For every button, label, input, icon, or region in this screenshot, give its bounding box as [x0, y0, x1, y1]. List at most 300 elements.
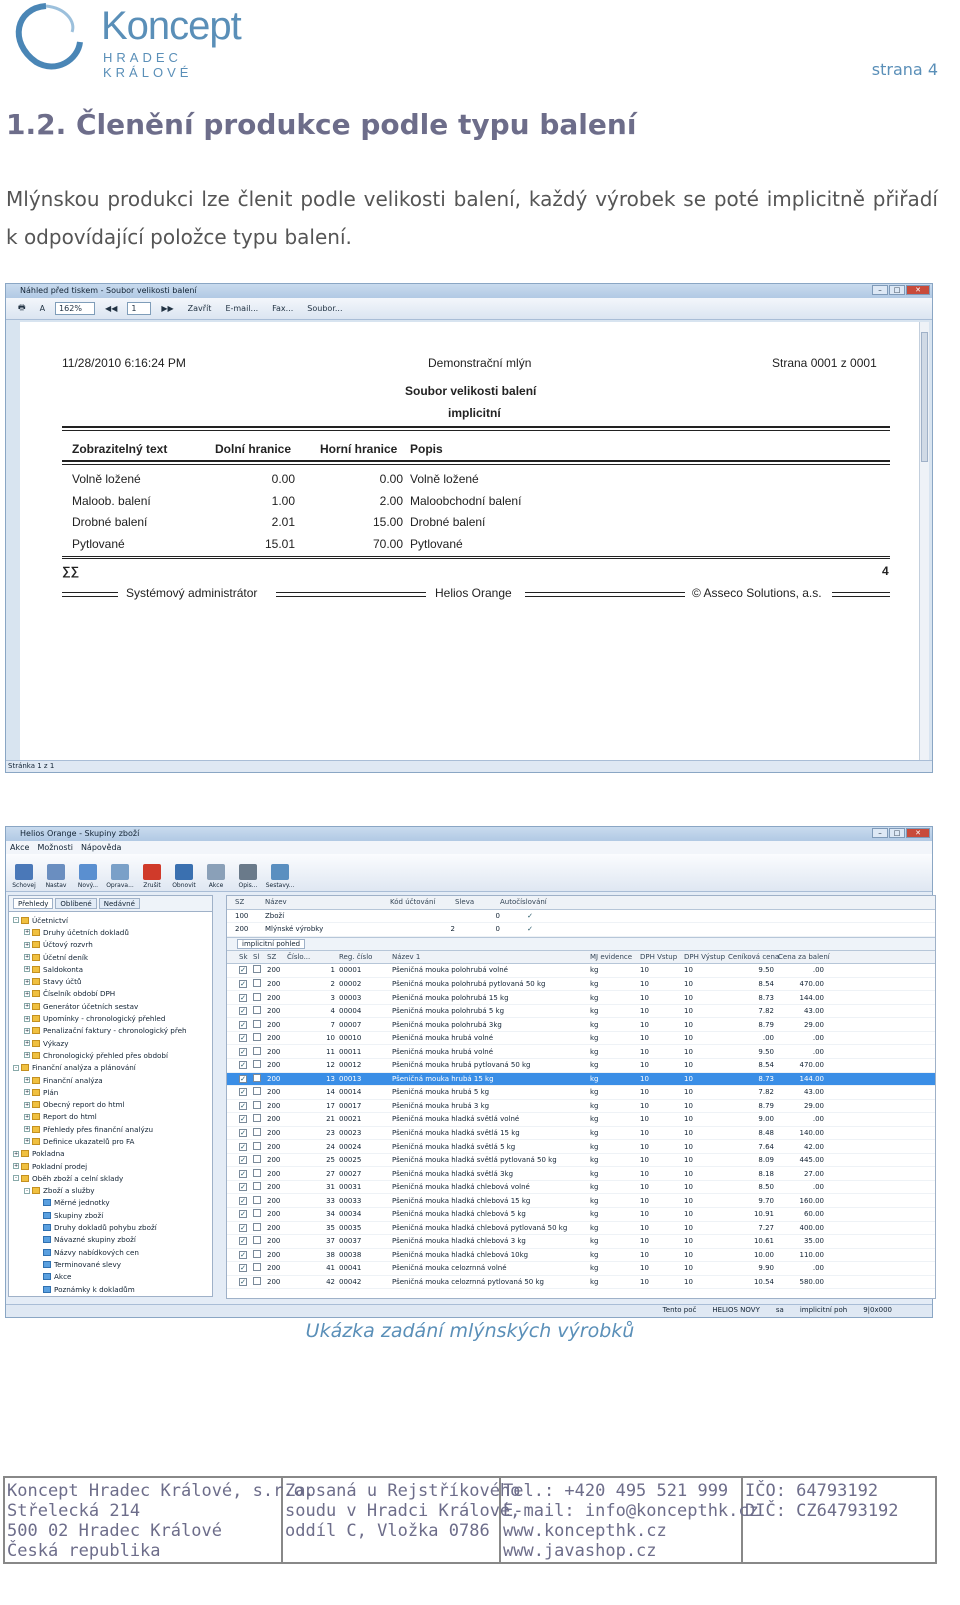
- checkbox[interactable]: [253, 1223, 261, 1231]
- checkbox[interactable]: ✓: [240, 1142, 246, 1151]
- table-row[interactable]: [227, 1127, 935, 1141]
- table-cell: 25: [326, 1156, 335, 1165]
- table-row[interactable]: [227, 1208, 935, 1222]
- table-cell: 400.00: [799, 1223, 824, 1232]
- checkbox[interactable]: ✓: [240, 1183, 246, 1192]
- preview-status: Stránka 1 z 1: [6, 760, 932, 772]
- table-cell: 200: [267, 980, 281, 988]
- column-header[interactable]: Kód účtování: [390, 898, 436, 907]
- checkbox[interactable]: ✓: [240, 1074, 246, 1083]
- col-header: Popis: [410, 442, 443, 456]
- expand-icon[interactable]: +: [25, 1138, 30, 1145]
- table-cell: 8.48: [758, 1129, 774, 1138]
- tree-node[interactable]: [13, 975, 212, 987]
- table-cell: 10: [684, 1196, 693, 1205]
- table-row[interactable]: [227, 1045, 935, 1059]
- table-cell: 200: [267, 1142, 281, 1151]
- checkbox-cell: [253, 1236, 267, 1246]
- table-row[interactable]: [227, 964, 935, 978]
- report-cell: 15.01: [264, 536, 295, 551]
- checkbox[interactable]: ✓: [240, 1047, 246, 1056]
- toolbar-icon: [239, 864, 257, 880]
- table-cell: Pšeničná mouka hladká chlebová 10kg: [392, 1250, 529, 1259]
- table-cell: .00: [812, 1047, 824, 1056]
- table-cell: 21: [326, 1115, 335, 1124]
- checkbox-cell: [253, 1033, 267, 1043]
- table-cell: 144.00: [799, 1074, 824, 1083]
- tree-node[interactable]: [13, 1000, 212, 1012]
- first-page-icon[interactable]: ◀◀: [105, 304, 118, 313]
- toolbar-label: Obnovit: [172, 882, 196, 889]
- tree-node[interactable]: [13, 1111, 212, 1123]
- expand-icon[interactable]: +: [25, 941, 30, 948]
- folder-icon: [43, 1236, 51, 1243]
- tree-node[interactable]: [13, 1098, 212, 1110]
- tree-node[interactable]: [13, 939, 212, 951]
- checkbox-cell: [239, 1224, 253, 1232]
- table-cell: Pšeničná mouka polohrubá pytlovaná 50 kg: [392, 980, 546, 988]
- expand-icon[interactable]: -: [13, 1175, 19, 1181]
- minimize-button[interactable]: –: [872, 828, 888, 838]
- checkbox[interactable]: [253, 1033, 261, 1041]
- expand-icon[interactable]: +: [25, 1040, 30, 1047]
- table-cell: 31: [326, 1183, 335, 1192]
- column-header[interactable]: Ceníková cena: [728, 952, 780, 961]
- preview-scrollbar[interactable]: [919, 322, 929, 762]
- page-footer: [3, 1476, 937, 1564]
- zoom-field[interactable]: 162%: [55, 302, 95, 315]
- close-button[interactable]: ✕: [906, 828, 930, 838]
- table-row[interactable]: [227, 1249, 935, 1263]
- toolbar-button[interactable]: [74, 857, 102, 889]
- checkbox[interactable]: [253, 1101, 261, 1109]
- expand-icon[interactable]: +: [25, 1027, 30, 1034]
- tree-node-label: Chronologický přehled přes období: [43, 1050, 168, 1060]
- close-button[interactable]: ✕: [906, 285, 930, 295]
- toolbar-icon: [79, 864, 97, 880]
- tree-node[interactable]: [13, 1197, 212, 1209]
- table-cell: 470.00: [799, 980, 824, 988]
- table-row[interactable]: [227, 1194, 935, 1208]
- tree-node[interactable]: [13, 926, 212, 938]
- tree-node[interactable]: [13, 1074, 212, 1086]
- tree-node[interactable]: [13, 1283, 212, 1295]
- checkbox[interactable]: ✓: [240, 1169, 246, 1178]
- checkbox[interactable]: [253, 993, 261, 1001]
- tree-node[interactable]: [13, 914, 212, 926]
- checkbox[interactable]: [253, 1277, 261, 1285]
- table-cell: 00042: [339, 1278, 362, 1287]
- table-cell: kg: [590, 980, 599, 988]
- table-row[interactable]: [227, 1140, 935, 1154]
- tree-node[interactable]: [13, 1246, 212, 1258]
- column-header[interactable]: Sleva: [455, 898, 475, 907]
- preview-toolbar: [6, 298, 932, 320]
- toolbar-button[interactable]: [106, 857, 134, 889]
- expand-icon[interactable]: +: [25, 1113, 30, 1120]
- checkbox[interactable]: ✓: [240, 1129, 246, 1138]
- tree-node[interactable]: [13, 988, 212, 1000]
- expand-icon[interactable]: -: [13, 917, 19, 923]
- table-cell: 2: [450, 925, 455, 934]
- toolbar-button[interactable]: [138, 857, 166, 889]
- column-header[interactable]: MJ evidence: [590, 952, 633, 961]
- table-cell: Pšeničná mouka hladká chlebová 5 kg: [392, 1210, 526, 1219]
- table-cell: 200: [267, 1034, 281, 1043]
- expand-icon[interactable]: +: [25, 1077, 30, 1083]
- table-row[interactable]: [227, 923, 935, 937]
- checkbox[interactable]: [253, 1087, 261, 1095]
- table-cell: 10: [640, 1264, 649, 1273]
- table-cell: 00027: [339, 1169, 362, 1178]
- navigation-tree: [8, 895, 213, 1297]
- tree-node[interactable]: [13, 1172, 212, 1184]
- find-icon[interactable]: A: [39, 304, 46, 313]
- tab-recent[interactable]: Nedávné: [99, 898, 140, 909]
- checkbox[interactable]: ✓: [240, 1250, 246, 1259]
- table-cell: kg: [590, 1169, 599, 1178]
- tree-node[interactable]: [13, 1271, 212, 1283]
- toolbar-button[interactable]: [266, 857, 294, 889]
- tree-node[interactable]: [13, 1025, 212, 1037]
- checkbox[interactable]: ✓: [240, 1034, 246, 1043]
- tree-node[interactable]: [13, 1086, 212, 1098]
- footer-line: Zapsaná u Rejstříkového: [285, 1481, 521, 1501]
- table-cell: kg: [590, 1264, 599, 1273]
- table-cell: 10: [684, 1047, 693, 1056]
- expand-icon[interactable]: +: [25, 1003, 30, 1010]
- checkbox[interactable]: ✓: [240, 1115, 246, 1124]
- expand-icon[interactable]: +: [25, 1052, 30, 1059]
- table-row[interactable]: [227, 1276, 935, 1290]
- footer-rule: [62, 592, 118, 597]
- table-row[interactable]: [227, 1005, 935, 1019]
- table-row[interactable]: [227, 1167, 935, 1181]
- column-header[interactable]: Číslo...: [287, 952, 311, 961]
- tree-node-label: Stavy účtů: [43, 977, 82, 987]
- checkbox-cell: [239, 1061, 253, 1069]
- toolbar-button[interactable]: [42, 857, 70, 889]
- column-header[interactable]: Autočíslování: [500, 898, 547, 907]
- file-button[interactable]: Soubor...: [307, 304, 343, 313]
- expand-icon[interactable]: +: [25, 1089, 30, 1096]
- table-row[interactable]: [227, 1262, 935, 1276]
- checkbox[interactable]: ✓: [240, 1237, 246, 1246]
- column-header[interactable]: SZ: [267, 952, 277, 961]
- maximize-button[interactable]: □: [889, 285, 905, 295]
- table-cell: 17: [326, 1101, 335, 1110]
- maximize-button[interactable]: □: [889, 828, 905, 838]
- table-row[interactable]: [227, 1018, 935, 1032]
- table-cell: Pšeničná mouka polohrubá 5 kg: [392, 1007, 505, 1016]
- table-cell: 200: [235, 925, 249, 934]
- checkbox[interactable]: [253, 1155, 261, 1163]
- table-cell: 8.79: [758, 1101, 774, 1110]
- table-row[interactable]: [227, 1032, 935, 1046]
- table-cell: 10: [640, 1278, 649, 1287]
- tree-node-label: Zboží a služby: [43, 1186, 95, 1196]
- menu-item[interactable]: Nápověda: [80, 843, 122, 852]
- table-row[interactable]: [227, 1154, 935, 1168]
- tree-node-label: Číselník období DPH: [43, 989, 116, 999]
- tree-node[interactable]: [13, 963, 212, 975]
- toolbar-label: Opis...: [238, 882, 258, 889]
- report-vendor: © Asseco Solutions, a.s.: [692, 586, 822, 600]
- toolbar-button[interactable]: [234, 857, 262, 889]
- table-cell: Pšeničná mouka hladká chlebová 15 kg: [392, 1196, 531, 1205]
- tab-overview[interactable]: Přehledy: [13, 898, 53, 909]
- table-cell: 33: [326, 1196, 335, 1205]
- table-cell: 60.00: [803, 1210, 824, 1219]
- tree-node[interactable]: [13, 1185, 212, 1197]
- table-cell: 10.54: [753, 1278, 774, 1287]
- tree-node[interactable]: [13, 1062, 212, 1074]
- table-row[interactable]: [227, 991, 935, 1005]
- table-cell: 8.50: [758, 1183, 774, 1192]
- checkbox-cell: [253, 1128, 267, 1138]
- app-title: Helios Orange - Skupiny zboží: [20, 829, 140, 838]
- toolbar-label: Sestavy...: [265, 882, 295, 889]
- table-cell: 1: [330, 966, 335, 975]
- table-cell: Pšeničná mouka celozrnná pytlovaná 50 kg: [392, 1278, 544, 1287]
- tree-node[interactable]: [13, 1258, 212, 1270]
- checkbox-cell: [253, 1182, 267, 1192]
- report-page-label: Strana 0001 z 0001: [772, 356, 877, 370]
- table-cell: 10: [684, 1115, 693, 1124]
- table-cell: 00037: [339, 1237, 362, 1246]
- checkbox[interactable]: ✓: [240, 1278, 246, 1287]
- tree-node[interactable]: [13, 1148, 212, 1160]
- column-header[interactable]: Sk: [239, 952, 248, 961]
- table-cell: 10.91: [753, 1210, 774, 1219]
- checkbox[interactable]: [253, 1074, 261, 1082]
- checkbox[interactable]: ✓: [240, 1156, 246, 1165]
- fax-button[interactable]: Fax...: [272, 304, 294, 313]
- expand-icon[interactable]: +: [25, 1126, 30, 1133]
- table-row[interactable]: [227, 1100, 935, 1114]
- toolbar-label: Zrušit: [143, 882, 161, 889]
- checkbox[interactable]: [253, 1060, 261, 1068]
- table-cell: Pšeničná mouka hladká chlebová volné: [392, 1183, 530, 1192]
- checkbox[interactable]: [253, 1020, 261, 1028]
- checkbox-cell: [239, 1034, 253, 1042]
- table-cell: 38: [326, 1250, 335, 1259]
- table-cell: kg: [590, 1142, 599, 1151]
- folder-icon: [32, 1040, 40, 1047]
- tree-node[interactable]: [13, 1234, 212, 1246]
- column-header[interactable]: Cena za balení: [778, 952, 830, 961]
- report-cell: 1.00: [271, 493, 295, 508]
- checkbox[interactable]: [253, 1182, 261, 1190]
- top-grid-header: [227, 896, 935, 910]
- expand-icon[interactable]: +: [25, 1101, 30, 1108]
- checkbox[interactable]: ✓: [240, 1020, 246, 1029]
- page-field[interactable]: 1: [127, 302, 151, 315]
- tree-node[interactable]: [13, 1135, 212, 1147]
- checkbox[interactable]: [253, 1006, 261, 1014]
- checkbox-cell: [239, 994, 253, 1002]
- expand-icon[interactable]: +: [25, 1015, 30, 1022]
- folder-icon: [43, 1249, 51, 1256]
- table-cell: Pšeničná mouka hrubá 3 kg: [392, 1101, 490, 1110]
- checkbox[interactable]: ✓: [240, 966, 246, 975]
- column-header[interactable]: Název: [265, 898, 287, 907]
- toolbar-button[interactable]: [170, 857, 198, 889]
- column-header[interactable]: Sl: [253, 952, 260, 961]
- checkbox[interactable]: [253, 1114, 261, 1122]
- table-cell: Pšeničná mouka hladká chlebová 3 kg: [392, 1237, 526, 1246]
- toolbar-label: Nastav: [45, 882, 67, 889]
- checkbox[interactable]: [253, 1236, 261, 1244]
- email-button[interactable]: E-mail...: [225, 304, 259, 313]
- checkbox[interactable]: [253, 1128, 261, 1136]
- checkbox[interactable]: [253, 1142, 261, 1150]
- table-cell: kg: [590, 1250, 599, 1259]
- footer-line: oddíl C, Vložka 0786: [285, 1521, 490, 1541]
- checkbox[interactable]: [253, 979, 261, 987]
- table-cell: 7.64: [758, 1142, 774, 1151]
- tree-node[interactable]: [13, 1221, 212, 1233]
- checkbox-cell: [239, 1156, 253, 1164]
- print-icon[interactable]: 🖶: [18, 302, 26, 312]
- folder-icon: [32, 966, 40, 973]
- table-cell: 00023: [339, 1129, 362, 1138]
- tree-node[interactable]: [13, 1160, 212, 1172]
- folder-icon: [43, 1212, 51, 1219]
- expand-icon[interactable]: +: [25, 966, 30, 973]
- table-row[interactable]: [227, 910, 935, 924]
- table-cell: Pšeničná mouka celozrnná volné: [392, 1264, 507, 1273]
- tree-node-label: Terminované slevy: [54, 1259, 121, 1269]
- expand-icon[interactable]: +: [14, 1150, 19, 1157]
- checkbox[interactable]: [253, 1196, 261, 1204]
- checkbox[interactable]: [253, 1263, 261, 1271]
- toolbar-icon: [47, 864, 65, 880]
- expand-icon[interactable]: +: [25, 929, 30, 936]
- tree-node[interactable]: [13, 1012, 212, 1024]
- tree-node[interactable]: [13, 951, 212, 963]
- column-header[interactable]: Název 1: [392, 952, 421, 961]
- checkbox[interactable]: ✓: [240, 1210, 246, 1219]
- table-row[interactable]: [227, 1086, 935, 1100]
- checkbox[interactable]: [253, 1169, 261, 1177]
- minimize-button[interactable]: –: [872, 285, 888, 295]
- tree-node-label: Report do html: [43, 1112, 97, 1122]
- checkbox[interactable]: [253, 1250, 261, 1258]
- table-cell: 445.00: [799, 1156, 824, 1165]
- expand-icon[interactable]: +: [25, 978, 30, 985]
- table-cell: kg: [590, 1183, 599, 1192]
- table-cell: 10: [684, 1020, 693, 1029]
- tab-favorites[interactable]: Oblíbené: [55, 898, 96, 909]
- column-header[interactable]: SZ: [235, 898, 245, 907]
- table-row[interactable]: [227, 1235, 935, 1249]
- tree-node[interactable]: [13, 1209, 212, 1221]
- column-header[interactable]: Reg. číslo: [339, 952, 373, 961]
- expand-icon[interactable]: -: [13, 1065, 19, 1071]
- checkbox[interactable]: ✓: [240, 1264, 246, 1273]
- column-header[interactable]: DPH Vstup: [640, 952, 678, 961]
- tree-node[interactable]: [13, 1037, 212, 1049]
- tree-node-label: Saldokonta: [43, 964, 84, 974]
- table-row[interactable]: [227, 1181, 935, 1195]
- expand-icon[interactable]: -: [24, 1188, 30, 1194]
- toolbar-button[interactable]: [10, 857, 38, 889]
- report-cell: Volně ložené: [410, 472, 479, 486]
- menu-item[interactable]: Akce: [10, 843, 30, 852]
- table-cell: 10: [684, 1061, 693, 1070]
- toolbar-icon: [175, 864, 193, 880]
- checkbox[interactable]: [253, 1209, 261, 1217]
- checkbox[interactable]: ✓: [240, 1223, 246, 1232]
- checkbox[interactable]: ✓: [240, 1196, 246, 1205]
- tree-node-label: Obecný report do html: [43, 1100, 125, 1110]
- table-row[interactable]: [227, 1073, 935, 1087]
- table-cell: 10: [684, 1156, 693, 1165]
- footer-ids: [743, 1478, 935, 1562]
- column-header[interactable]: DPH Výstup: [684, 952, 726, 961]
- table-cell: kg: [590, 1278, 599, 1287]
- tree-node[interactable]: [13, 1049, 212, 1061]
- toolbar-button[interactable]: [202, 857, 230, 889]
- checkbox[interactable]: ✓: [240, 1007, 246, 1016]
- tree-node-label: Skupiny zboží: [54, 1210, 104, 1220]
- table-row[interactable]: [227, 1059, 935, 1073]
- checkbox-cell: [239, 966, 253, 974]
- toolbar-icon: [143, 864, 161, 880]
- table-cell: 10: [684, 1034, 693, 1043]
- table-cell: 7.82: [758, 1088, 774, 1097]
- table-cell: 10: [640, 1074, 649, 1083]
- table-cell: kg: [590, 1237, 599, 1246]
- table-cell: 00017: [339, 1101, 362, 1110]
- app-status: [6, 1304, 932, 1317]
- menu-item[interactable]: Možnosti: [37, 843, 73, 852]
- expand-icon[interactable]: +: [25, 990, 30, 997]
- checkbox[interactable]: ✓: [240, 1088, 246, 1097]
- checkbox[interactable]: ✓: [240, 1101, 246, 1110]
- table-row[interactable]: [227, 978, 935, 992]
- tab-implicit-view[interactable]: implicitní pohled: [237, 939, 305, 949]
- checkbox[interactable]: [253, 1047, 261, 1055]
- table-cell: Pšeničná mouka hladká světlá 5 kg: [392, 1142, 516, 1151]
- table-row[interactable]: [227, 1113, 935, 1127]
- close-preview-button[interactable]: Zavřít: [187, 304, 212, 313]
- checkbox[interactable]: [253, 965, 261, 973]
- expand-icon[interactable]: +: [25, 954, 30, 961]
- table-row[interactable]: [227, 1222, 935, 1236]
- expand-icon[interactable]: +: [14, 1163, 19, 1170]
- table-cell: 10: [640, 1115, 649, 1124]
- tree-node[interactable]: [13, 1123, 212, 1135]
- footer-line: E-mail: info@koncepthk.cz: [503, 1501, 759, 1521]
- company-logo: [6, 2, 256, 80]
- checkbox[interactable]: ✓: [240, 980, 246, 988]
- checkbox-cell: [239, 1102, 253, 1110]
- table-cell: 10: [640, 1156, 649, 1165]
- table-cell: 10: [640, 966, 649, 975]
- table-cell: kg: [590, 966, 599, 975]
- tree-node-label: Finanční analýza: [43, 1075, 103, 1085]
- app-titlebar: [6, 827, 932, 841]
- footer-line: IČO: 64793192: [745, 1481, 879, 1501]
- checkbox[interactable]: ✓: [240, 993, 246, 1002]
- report-datetime: 11/28/2010 6:16:24 PM: [62, 356, 186, 370]
- last-page-icon[interactable]: ▶▶: [161, 304, 174, 313]
- checkbox[interactable]: ✓: [240, 1061, 246, 1070]
- table-cell: 9.50: [758, 966, 774, 975]
- footer-registration: [283, 1478, 521, 1562]
